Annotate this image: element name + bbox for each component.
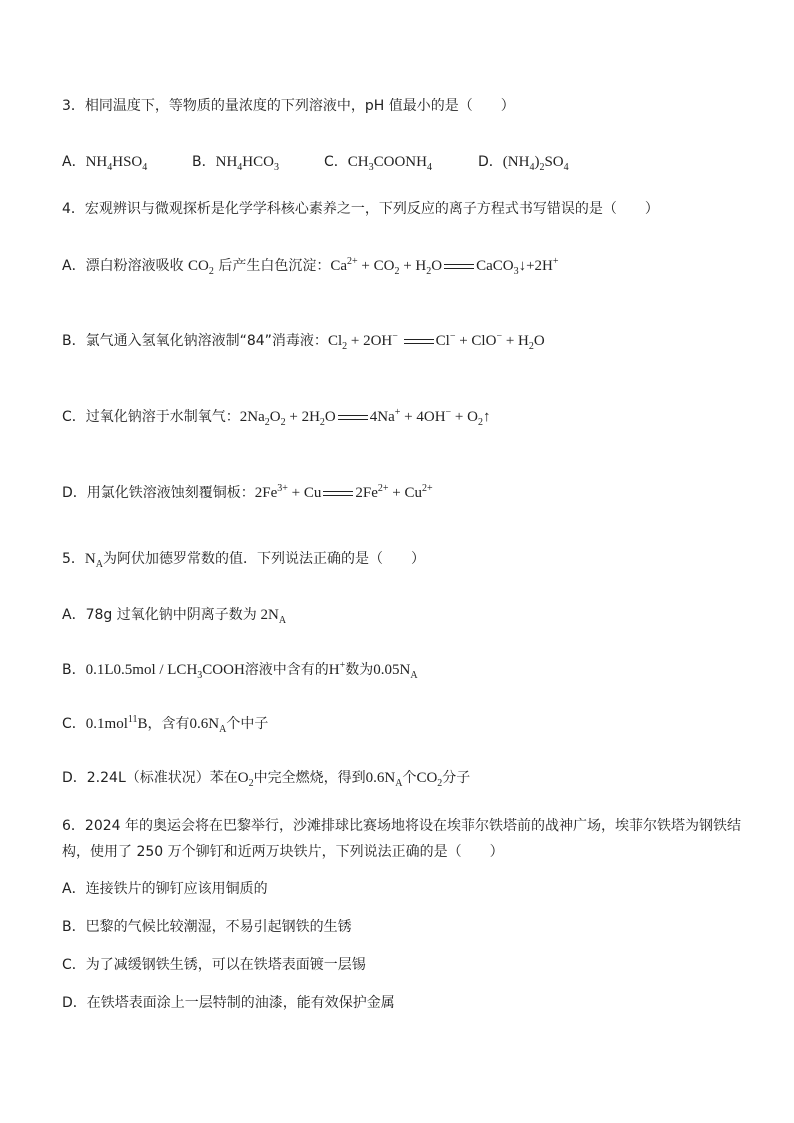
option-d-label: D． — [478, 154, 503, 170]
question-3-option-b[interactable] — [192, 152, 279, 172]
question-4-option-b[interactable] — [62, 331, 545, 351]
option-a-equation: $Ca^{2+} + CO_2 + H_2O$ CaCO$_3$↓+2H+ — [330, 256, 559, 277]
option-d-text: D．用氯化铁溶液蚀刻覆铜板： — [62, 485, 255, 501]
question-5-stem: 5．$N_A$为阿伏加德罗常数的值．下列说法正确的是（ ） — [62, 551, 425, 570]
question-3-option-a[interactable] — [62, 152, 147, 172]
question-5-option-c[interactable]: C．0.1mol$^{11}$B，含有$0.6N_A$个中子 — [62, 714, 269, 735]
option-a-formula: $NH_4HSO_4$ — [85, 154, 148, 173]
question-4-option-d[interactable] — [62, 483, 433, 503]
option-a-text: A．漂白粉溶液吸收 $CO_2$ 后产生白色沉淀： — [62, 258, 331, 277]
option-a-text: A．78g 过氧化钠中阴离子数为 — [62, 607, 257, 623]
option-a-label: A． — [62, 154, 86, 170]
option-c-text: C．过氧化钠溶于水制氧气： — [62, 409, 240, 425]
question-4-option-a[interactable] — [62, 256, 559, 276]
question-6-option-c[interactable]: C．为了减缓钢铁生锈，可以在铁塔表面镀一层锡 — [62, 957, 366, 973]
question-5-option-b[interactable]: B．$0.1L0.5mol / LCH_3COOH$溶液中含有的H+数为$0.05N_A$ — [62, 660, 418, 681]
question-6-stem-line-1: 6．2024 年的奥运会将在巴黎举行，沙滩排球比赛场地将设在埃菲尔铁塔前的战神广场，埃菲尔铁塔为钢铁结 — [62, 818, 741, 834]
question-3-option-d[interactable] — [478, 152, 569, 172]
question-4-stem: 4．宏观辨识与微观探析是化学学科核心素养之一，下列反应的离子方程式书写错误的是（ ） — [62, 201, 659, 217]
option-b-label: B． — [192, 154, 216, 170]
option-a-formula: $2N_A$ — [256, 607, 287, 626]
question-6-option-b[interactable]: B．巴黎的气候比较潮湿，不易引起钢铁的生锈 — [62, 919, 352, 935]
question-4-option-c[interactable] — [62, 407, 490, 427]
option-c-formula: $CH_3COONH_4$ — [347, 154, 432, 173]
question-6-option-a[interactable]: A．连接铁片的铆钉应该用铜质的 — [62, 881, 268, 897]
question-6-stem-line-2: 构，使用了 250 万个铆钉和近两万块铁片，下列说法正确的是（ ） — [62, 844, 504, 860]
option-d-equation: $2Fe^{3+} + Cu$ $2Fe^{2+} + Cu^{2+}$ — [254, 483, 433, 501]
option-c-equation: $2Na_2O_2 + 2H_2O$ $4Na^+ + 4OH^- + O_2↑$ — [239, 407, 491, 428]
question-3-option-c[interactable] — [324, 152, 432, 172]
question-6-option-d[interactable]: D．在铁塔表面涂上一层特制的油漆，能有效保护金属 — [62, 995, 395, 1011]
question-5-option-d[interactable]: D．2.24L（标准状况）苯在$O_2$中完全燃烧，得到$0.6N_A$个$CO_2$分子 — [62, 770, 471, 789]
option-b-text: B．氯气通入氢氧化钠溶液制“84”消毒液： — [62, 333, 328, 349]
option-b-equation: $Cl_2 + 2OH^-$ $Cl^- + ClO^- + H_2O$ — [327, 331, 545, 352]
question-5-option-a[interactable] — [62, 605, 286, 625]
option-b-formula: $NH_4HCO_3$ — [215, 154, 279, 173]
question-3-stem: 3．相同温度下，等物质的量浓度的下列溶液中，pH 值最小的是（ ） — [62, 98, 515, 114]
option-c-label: C． — [324, 154, 348, 170]
option-d-formula: $(NH_4)_2SO_4$ — [502, 154, 569, 173]
